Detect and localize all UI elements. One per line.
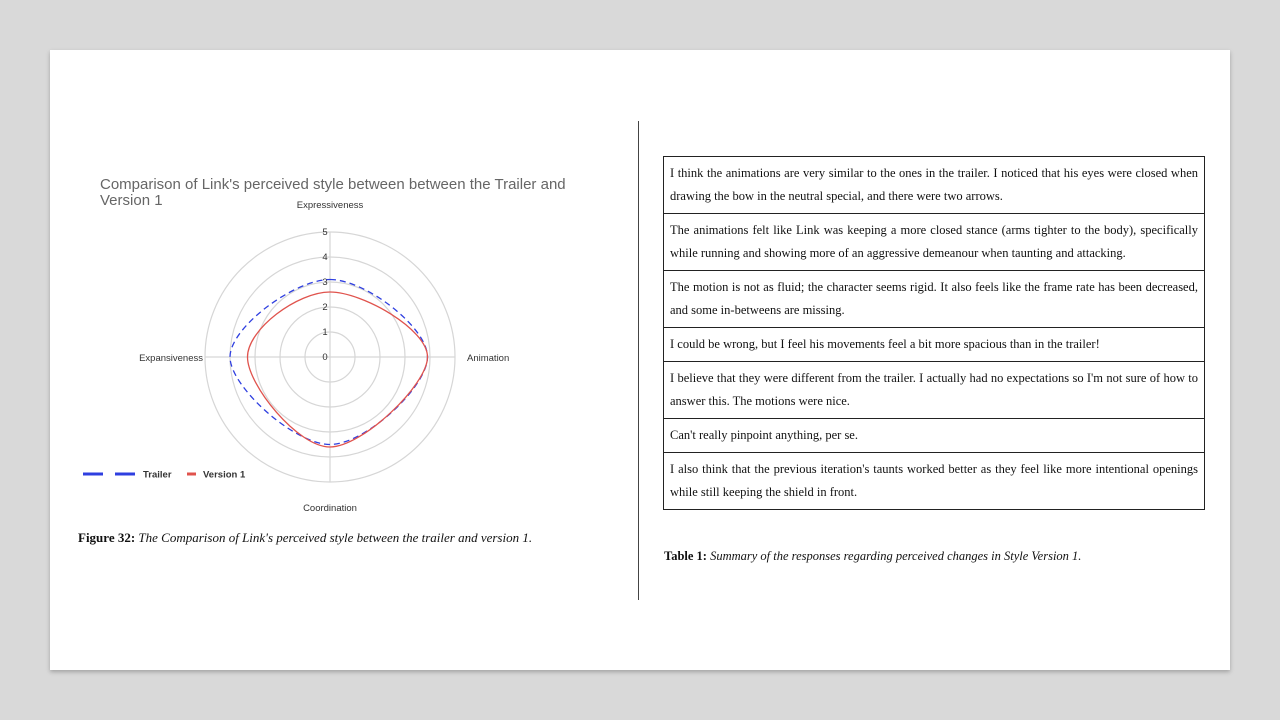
table-row xyxy=(664,157,1205,214)
table-cell: The animations felt like Link was keeping a more closed stance (arms tighter to the body), specifically while running and showing more of an aggressive demeanour when taunting and attacking. xyxy=(664,214,1205,271)
table-row xyxy=(664,271,1205,328)
series-line xyxy=(230,280,428,445)
radar-chart xyxy=(120,200,540,522)
table-caption xyxy=(664,549,1081,564)
table-row xyxy=(664,419,1205,453)
figure-caption xyxy=(78,530,532,546)
chart-title: Comparison of Link's perceived style between between the Trailer and Version 1 xyxy=(100,176,566,209)
column-divider xyxy=(638,121,639,600)
table-cell: I could be wrong, but I feel his movements feel a bit more spacious than in the trailer! xyxy=(664,328,1205,362)
tick-label: 1 xyxy=(322,327,328,338)
tick-label: 5 xyxy=(322,227,328,238)
table-cell: I also think that the previous iteration's taunts worked better as they feel like more intentional openings while still keeping the shield in front. xyxy=(664,453,1205,510)
table-cell: Can't really pinpoint anything, per se. xyxy=(664,419,1205,453)
figure-label: Figure 32: xyxy=(78,530,136,545)
table-row xyxy=(664,214,1205,271)
tick-label: 4 xyxy=(322,252,328,263)
legend-label: Version 1 xyxy=(203,469,246,481)
axis-label: Expressiveness xyxy=(296,200,364,211)
axis-label: Animation xyxy=(467,353,510,364)
tick-label: 2 xyxy=(322,302,328,313)
series-line xyxy=(248,292,428,447)
table-caption-text: Summary of the responses regarding perceived changes in Style Version 1. xyxy=(710,549,1082,563)
tick-label: 0 xyxy=(322,352,328,363)
slide xyxy=(50,50,1230,670)
table-cell: I believe that they were different from the trailer. I actually had no expectations so I'm not sure of how to answer this. The motions were nice. xyxy=(664,362,1205,419)
table-cell: I think the animations are very similar to the ones in the trailer. I noticed that his eyes were closed when drawing the bow in the neutral special, and there were two arrows. xyxy=(664,157,1205,214)
tick-label: 3 xyxy=(322,277,328,288)
table-cell: The motion is not as fluid; the character seems rigid. It also feels like the frame rate has been decreased, and some in-betweens are missing. xyxy=(664,271,1205,328)
legend-label: Trailer xyxy=(143,469,172,481)
table-label: Table 1: xyxy=(664,549,707,563)
table-row xyxy=(664,453,1205,510)
responses-table xyxy=(663,156,1205,510)
axis-label: Expansiveness xyxy=(139,353,203,364)
figure-caption-text: The Comparison of Link's perceived style between the trailer and version 1. xyxy=(138,530,533,545)
table-row xyxy=(664,328,1205,362)
table-row xyxy=(664,362,1205,419)
axis-label: Coordination xyxy=(303,503,357,514)
